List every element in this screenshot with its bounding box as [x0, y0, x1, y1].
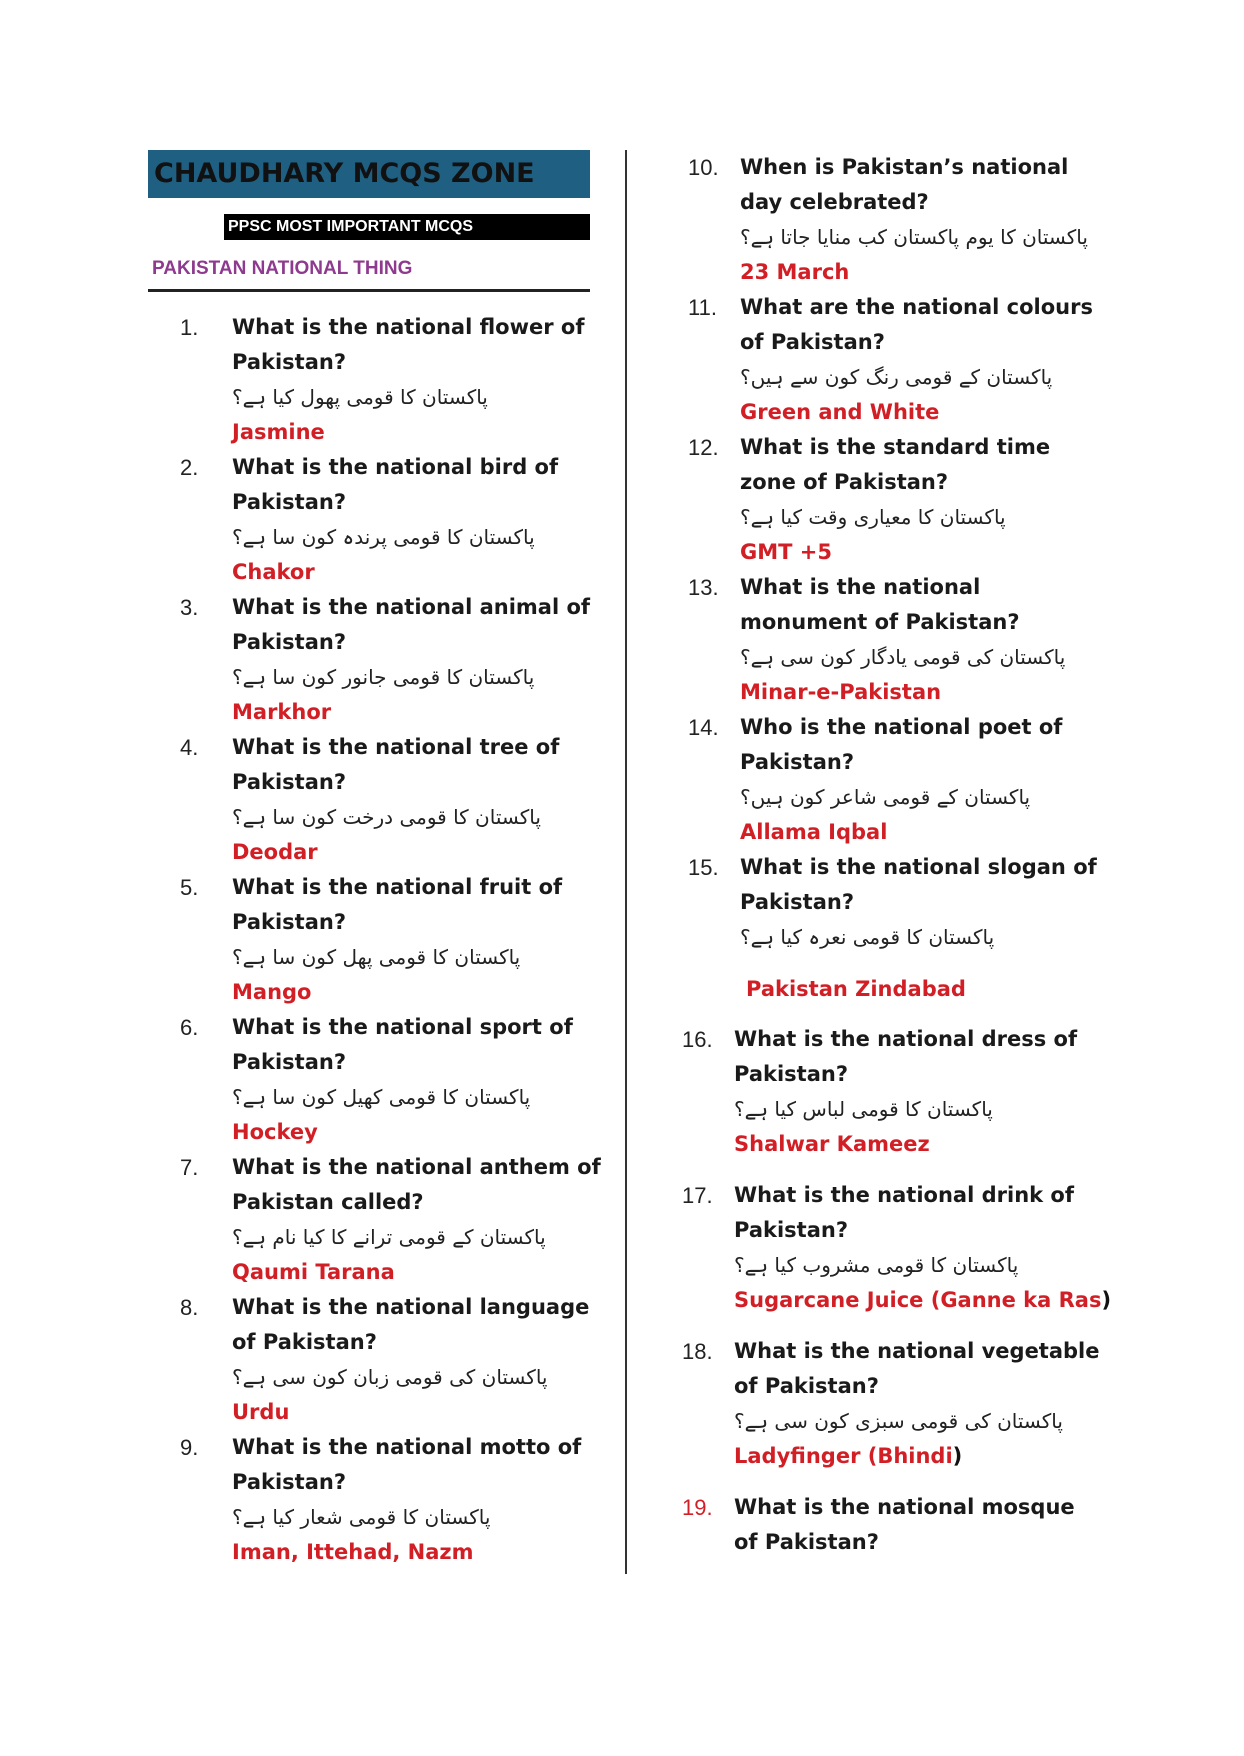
question-text: When is Pakistan’s national day celebrated? [740, 155, 1069, 214]
question-urdu: پاکستان کا قومی جانور کون سا ہے؟ [232, 665, 535, 689]
question-urdu: پاکستان کی قومی سبزی کون سی ہے؟ [734, 1409, 1063, 1433]
question-text: What are the national colours of Pakistan? [740, 295, 1093, 354]
question-urdu: پاکستان کا یوم پاکستان کب منایا جاتا ہے؟ [740, 225, 1088, 249]
subtitle-banner: PPSC MOST IMPORTANT MCQS [224, 214, 590, 240]
question-number: 16. [682, 1027, 713, 1052]
question-number: 1. [180, 315, 199, 340]
question-answer: Shalwar Kameez [734, 1132, 930, 1156]
question-text: Who is the national poet of Pakistan? [740, 715, 1063, 774]
question-text: What is the national tree of Pakistan? [232, 735, 560, 794]
question-urdu: پاکستان کا قومی پھل کون سا ہے؟ [232, 945, 521, 969]
question-urdu: پاکستان کا قومی پھول کیا ہے؟ [232, 385, 488, 409]
brand-banner [148, 150, 590, 198]
question-number: 6. [180, 1015, 199, 1040]
question-number: 14. [688, 715, 719, 740]
question-answer: Iman, Ittehad, Nazm [232, 1540, 474, 1564]
question-urdu: پاکستان کا قومی لباس کیا ہے؟ [734, 1097, 993, 1121]
question-number: 15. [688, 855, 719, 880]
question-urdu: پاکستان کا قومی کھیل کون سا ہے؟ [232, 1085, 531, 1109]
question-text: What is the national motto of Pakistan? [232, 1435, 582, 1494]
question-urdu: پاکستان کا قومی نعرہ کیا ہے؟ [740, 925, 995, 949]
question-urdu: پاکستان کا قومی پرندہ کون سا ہے؟ [232, 525, 535, 549]
question-number: 7. [180, 1155, 199, 1180]
question-text: What is the national dress of Pakistan? [734, 1027, 1078, 1086]
question-answer [734, 1439, 1134, 1474]
question-number: 12. [688, 435, 719, 460]
question-text: What is the national sport of Pakistan? [232, 1015, 573, 1074]
question-text: What is the national monument of Pakistan? [740, 575, 1020, 634]
question-urdu: پاکستان کے قومی ترانے کا کیا نام ہے؟ [232, 1225, 546, 1249]
question-number: 10. [688, 155, 719, 180]
question-answer: GMT +5 [740, 540, 832, 564]
question-answer: Deodar [232, 840, 318, 864]
question-answer: Minar-e-Pakistan [740, 680, 942, 704]
question-urdu: پاکستان کے قومی شاعر کون ہیں؟ [740, 785, 1031, 809]
question-answer: Markhor [232, 700, 332, 724]
question-urdu: پاکستان کے قومی رنگ کون سے ہیں؟ [740, 365, 1053, 389]
question-number: 18. [682, 1339, 713, 1364]
question-answer: Mango [232, 980, 312, 1004]
section-divider [148, 289, 590, 292]
answer-text: Ladyfinger (Bhindi [734, 1444, 953, 1468]
question-number: 9. [180, 1435, 199, 1460]
question-answer: Allama Iqbal [740, 820, 888, 844]
question-answer: Urdu [232, 1400, 290, 1424]
question-urdu: پاکستان کا قومی شعار کیا ہے؟ [232, 1505, 491, 1529]
question-text: What is the national vegetable of Pakistan? [734, 1339, 1100, 1398]
answer-suffix: ) [952, 1444, 963, 1468]
question-answer: 23 March [740, 260, 850, 284]
question-text: What is the national language of Pakistan? [232, 1295, 590, 1354]
question-text: What is the national fruit of Pakistan? [232, 875, 563, 934]
answer-suffix: ) [1101, 1288, 1112, 1312]
question-urdu: پاکستان کی قومی زبان کون سی ہے؟ [232, 1365, 548, 1389]
question-number: 3. [180, 595, 199, 620]
question-answer: Jasmine [232, 420, 325, 444]
question-number: 5. [180, 875, 199, 900]
question-urdu: پاکستان کا قومی مشروب کیا ہے؟ [734, 1253, 1019, 1277]
question-text: What is the national anthem of Pakistan called? [232, 1155, 601, 1214]
question-number: 13. [688, 575, 719, 600]
question-number: 17. [682, 1183, 713, 1208]
question-text: What is the standard time zone of Pakistan? [740, 435, 1051, 494]
question-urdu: پاکستان کی قومی یادگار کون سی ہے؟ [740, 645, 1066, 669]
question-answer: Pakistan Zindabad [746, 977, 966, 1001]
question-answer [734, 1283, 1134, 1318]
question-number: 11. [688, 295, 717, 320]
question-text: What is the national flower of Pakistan? [232, 315, 585, 374]
answer-text: Sugarcane Juice (Ganne ka Ras [734, 1288, 1102, 1312]
question-text: What is the national mosque of Pakistan? [734, 1495, 1075, 1554]
question-number: 8. [180, 1295, 199, 1320]
question-number: 19. [682, 1495, 713, 1520]
question-text: What is the national drink of Pakistan? [734, 1183, 1074, 1242]
question-text: What is the national bird of Pakistan? [232, 455, 559, 514]
question-answer: Hockey [232, 1120, 318, 1144]
question-urdu: پاکستان کا قومی درخت کون سا ہے؟ [232, 805, 541, 829]
question-text: What is the national slogan of Pakistan? [740, 855, 1097, 914]
question-answer: Qaumi Tarana [232, 1260, 395, 1284]
brand-title: CHAUDHARY MCQS ZONE [154, 158, 535, 189]
section-heading: PAKISTAN NATIONAL THING [152, 258, 413, 279]
question-answer: Green and White [740, 400, 940, 424]
question-urdu: پاکستان کا معیاری وقت کیا ہے؟ [740, 505, 1006, 529]
question-answer: Chakor [232, 560, 315, 584]
question-number: 4. [180, 735, 199, 760]
question-text: What is the national animal of Pakistan? [232, 595, 591, 654]
question-number: 2. [180, 455, 199, 480]
